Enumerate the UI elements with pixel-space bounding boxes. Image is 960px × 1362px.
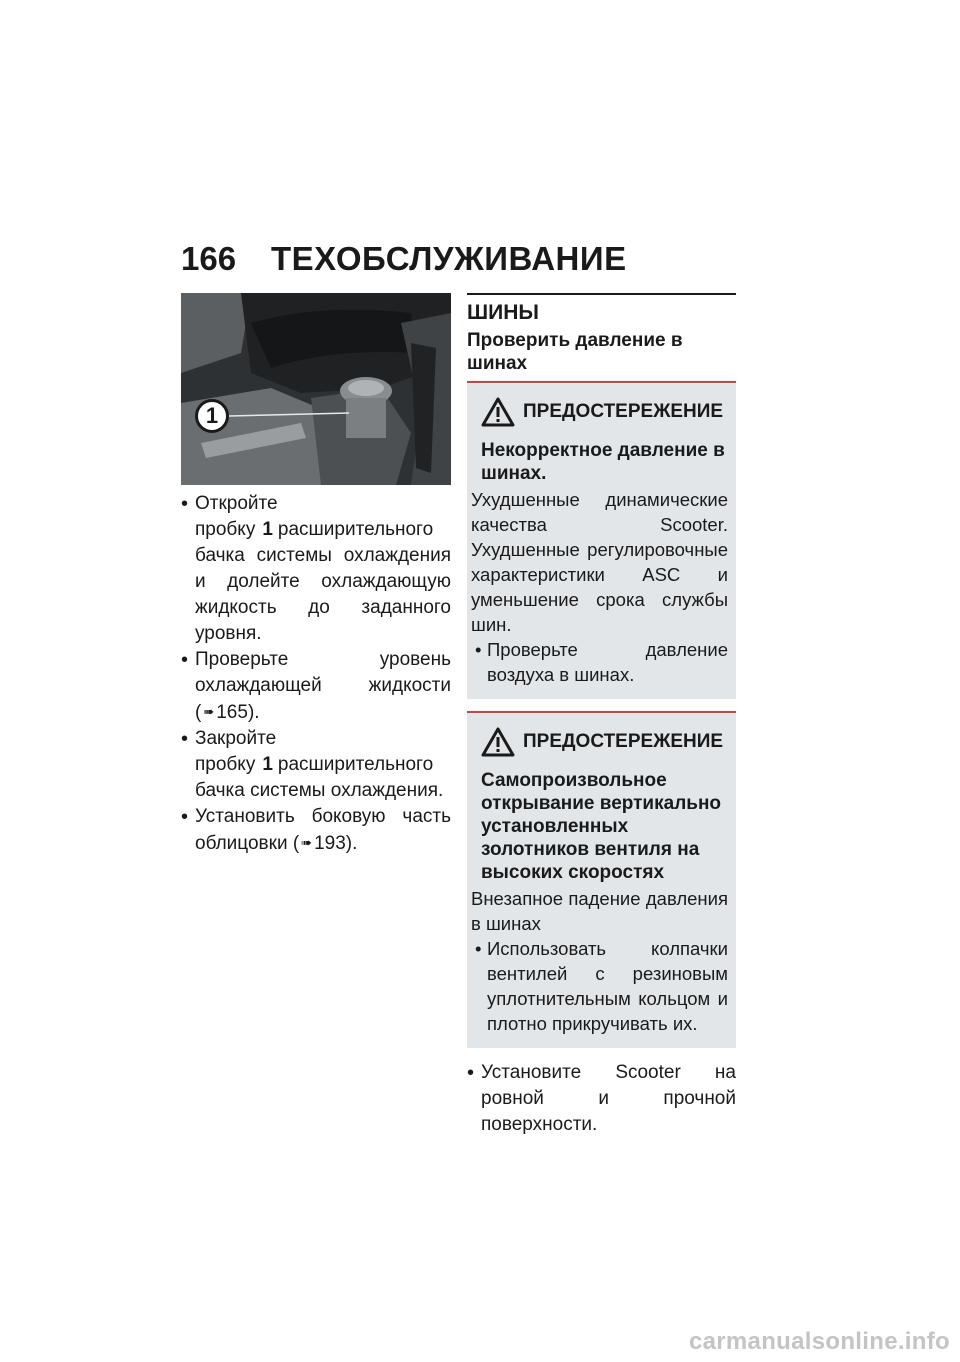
step-install-panel: • Установить боковую часть облицовки ( ➠ 193). — [181, 804, 451, 857]
left-steps-list — [181, 491, 451, 857]
left-column — [181, 293, 451, 857]
warning-actions — [471, 936, 728, 1036]
right-column — [467, 293, 736, 1138]
page-ref-arrow-icon: ➠ — [301, 835, 313, 850]
watermark: carmanualsonline.info — [688, 1328, 950, 1355]
warning-actions — [471, 637, 728, 687]
coolant-reservoir-photo — [181, 293, 451, 485]
warning-box-valve — [467, 711, 736, 1048]
photo-illustration — [181, 293, 451, 485]
page-ref[interactable]: 193 — [314, 833, 346, 854]
warning-triangle-icon — [481, 727, 515, 757]
warning-box-pressure — [467, 381, 736, 699]
part-ref: 1 — [262, 754, 273, 775]
warning-header — [481, 727, 728, 757]
page-ref[interactable]: 165 — [216, 702, 248, 723]
page-number: 166 — [181, 240, 237, 277]
tires-title: ШИНЫ — [467, 301, 539, 324]
warning-triangle-icon — [481, 397, 515, 427]
warning-text: Ухудшенные динамические качества Scooter. Ухудшенные регулировочные характеристики ASC и уменьшение срока службы шин. — [471, 489, 728, 635]
step-open-cap: • Откройте пробку 1 расширительного бачка системы охлаждения и долейте охлаждающую жидкость до заданного уровня. — [181, 491, 451, 647]
warning-action: • Использовать колпачки вентилей с резиновым уплотнительным кольцом и плотно прикручивать их. — [471, 936, 728, 1036]
right-steps-list — [467, 1060, 736, 1138]
step-park-scooter: • Установите Scooter на ровной и прочной поверхности. — [467, 1060, 736, 1138]
page-header — [181, 240, 627, 280]
warning-action: • Проверьте давление воздуха в шинах. — [471, 637, 728, 687]
section-rule — [467, 293, 736, 295]
warning-header — [481, 397, 728, 427]
warning-label: ПРЕДОСТЕРЕЖЕНИЕ — [523, 731, 724, 752]
step-check-level: • Проверьте уровень охлаждающей жидкости ( ➠ 165). — [181, 647, 451, 726]
warning-label: ПРЕДОСТЕРЕЖЕНИЕ — [523, 401, 724, 422]
warning-title: Самопроизвольное открывание вертикально установленных золотников вентиля на высоких скоростях — [481, 770, 722, 883]
callout-1: 1 — [195, 399, 229, 433]
warning-text: Внезапное падение давления в шинах — [471, 888, 728, 934]
warning-title: Некорректное давление в шинах. — [481, 440, 725, 484]
step-close-cap: • Закройте пробку 1 расширительного бачка системы охлаждения. — [181, 726, 451, 804]
part-ref: 1 — [262, 519, 273, 540]
page-ref-arrow-icon: ➠ — [203, 704, 215, 719]
section-title: ТЕХОБСЛУЖИВАНИЕ — [271, 240, 627, 277]
tires-subtitle: Проверить давление в шинах — [467, 330, 683, 374]
